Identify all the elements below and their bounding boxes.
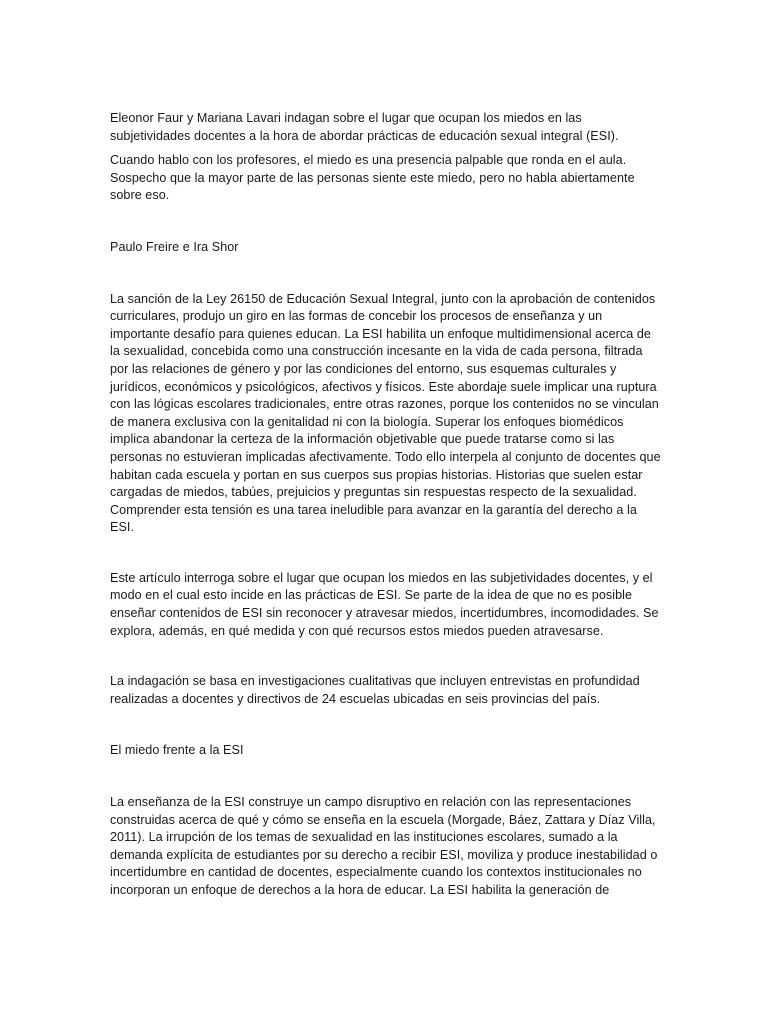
epigraph-quote: Cuando hablo con los profesores, el miedo es una presencia palpable que ronda en el aula. Sospecho que la mayor parte de las personas siente este miedo, pero no habla abiertamente sobre eso. <box>110 153 635 203</box>
epigraph-author: Paulo Freire e Ira Shor <box>110 239 239 254</box>
body-paragraph: Este artículo interroga sobre el lugar que ocupan los miedos en las subjetividades docentes, y el modo en el cual esto incide en las prácticas de ESI. Se parte de la idea de que no es posible enseñar contenidos de ESI sin reconocer y atravesar miedos, incertidumbres, incomodidades. Se explora, además, en qué medida y con qué recursos estos miedos pueden atravesarse. <box>110 570 659 638</box>
body-paragraph: La sanción de la Ley 26150 de Educación Sexual Integral, junto con la aprobación de contenidos curriculares, produjo un giro en las formas de concebir los procesos de enseñanza y un importante desafío para quienes educan. La ESI habilita un enfoque multidimensional acerca de la sexualidad, concebida como una construcción incesante en la vida de cada persona, filtrada por las relaciones de género y por las condiciones del entorno, sus esquemas culturales y jurídicos, económicos y psicológicos, afectivos y físicos. Este abordaje suele implicar una ruptura con las lógicas escolares tradicionales, entre otras razones, porque los contenidos no se vinculan de manera exclusiva con la genitalidad ni con la biología. Superar los enfoques biomédicos implica abandonar la certeza de la información objetivable que puede tratarse como si las personas no estuvieran implicadas afectivamente. Todo ello interpela al conjunto de docentes que habitan cada escuela y portan en sus cuerpos sus propias historias. Historias que suelen estar cargadas de miedos, tabúes, prejuicios y preguntas sin respuestas respecto de la sexualidad. Comprender esta tensión es una tarea ineludible para avanzar en la garantía del derecho a la ESI. <box>110 291 661 535</box>
document-page <box>110 110 662 900</box>
section-heading: El miedo frente a la ESI <box>110 743 244 758</box>
body-paragraph: La enseñanza de la ESI construye un campo disruptivo en relación con las representaciones construidas acerca de qué y cómo se enseña en la escuela (Morgade, Báez, Zattara y Díaz Villa, 2011). La irrupción de los temas de sexualidad en las instituciones escolares, sumado a la demanda explícita de estudiantes por su derecho a recibir ESI, moviliza y produce inestabilidad o incertidumbre en cantidad de docentes, especialmente cuando los contextos institucionales no incorporan un enfoque de derechos a la hora de educar. La ESI habilita la generación de <box>110 795 658 897</box>
intro-paragraph: Eleonor Faur y Mariana Lavari indagan sobre el lugar que ocupan los miedos en las subjetividades docentes a la hora de abordar prácticas de educación sexual integral (ESI). <box>110 111 619 143</box>
body-paragraph: La indagación se basa en investigaciones cualitativas que incluyen entrevistas en profundidad realizadas a docentes y directivos de 24 escuelas ubicadas en seis provincias del país. <box>110 674 640 706</box>
